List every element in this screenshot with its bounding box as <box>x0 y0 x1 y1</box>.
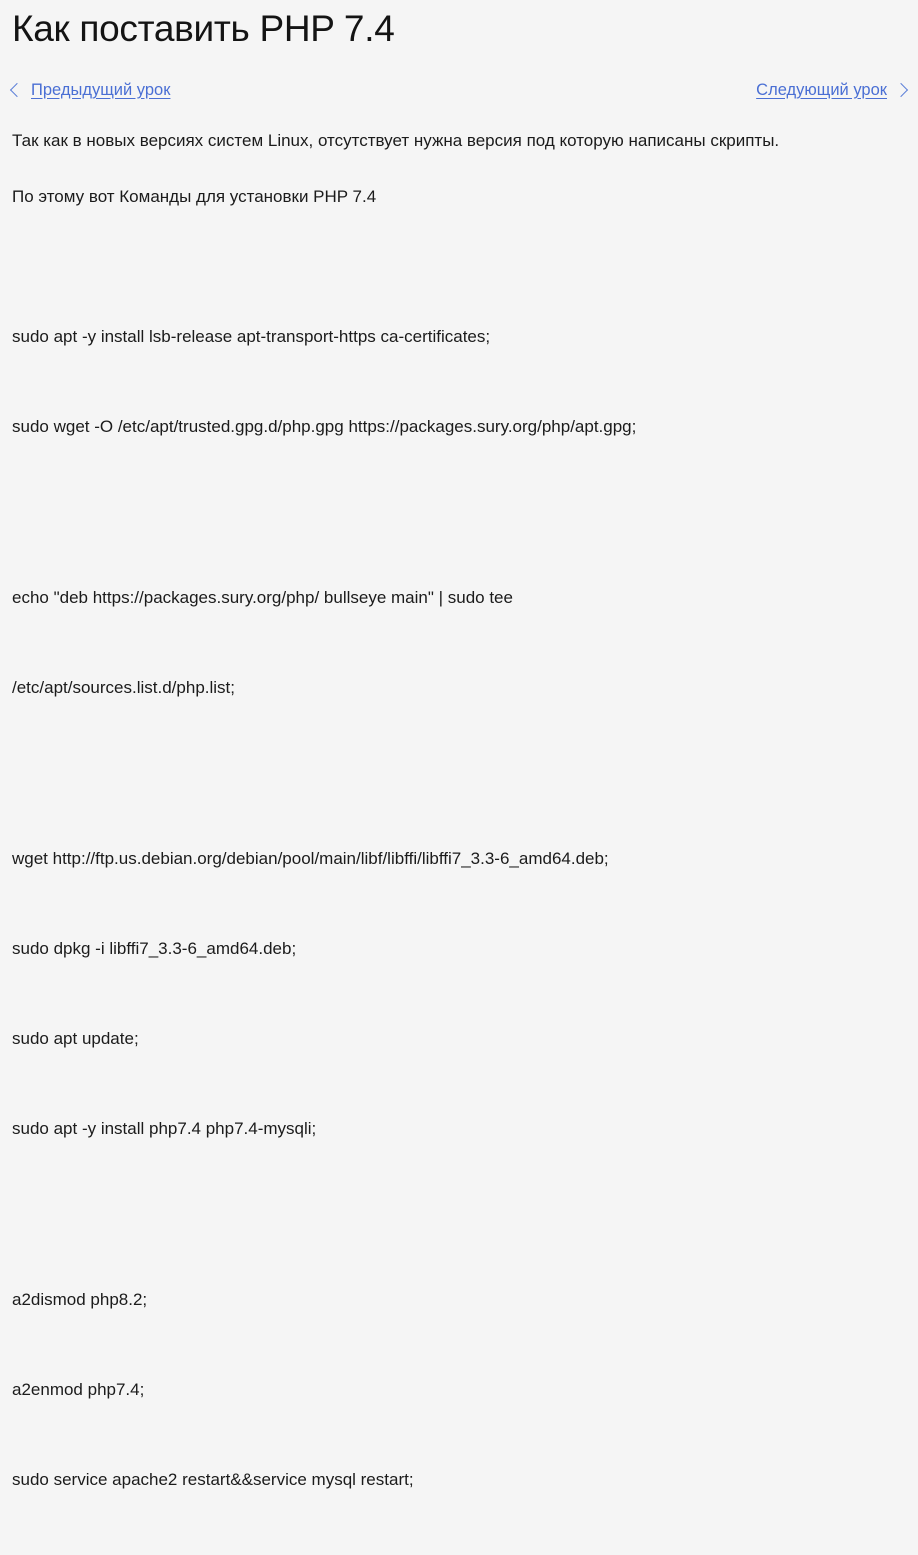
lesson-page <box>0 6 918 1490</box>
command-line: sudo apt update; <box>12 1029 139 1049</box>
command-line: a2enmod php7.4; <box>12 1380 145 1400</box>
command-line: echo "deb https://packages.sury.org/php/ bullseye main" | sudo tee <box>12 588 513 608</box>
command-line: wget http://ftp.us.debian.org/debian/pool/main/libf/libffi/libffi7_3.3-6_amd64.deb; <box>12 849 609 869</box>
command-line: a2dismod php8.2; <box>12 1290 148 1310</box>
command-line: sudo dpkg -i libffi7_3.3-6_amd64.deb; <box>12 939 297 959</box>
command-block-3 <box>12 784 906 1204</box>
lesson-content <box>12 126 906 1555</box>
next-lesson-label: Следующий урок <box>756 80 887 99</box>
command-line: sudo wget -O /etc/apt/trusted.gpg.d/php.gpg https://packages.sury.org/php/apt.gpg; <box>12 417 637 437</box>
intro-paragraph: Так как в новых версиях систем Linux, отсутствует нужна версия под которую написаны скрипты. <box>12 131 780 151</box>
next-lesson-link[interactable] <box>756 81 906 100</box>
chevron-left-icon <box>10 83 24 97</box>
command-line: sudo apt -y install php7.4 php7.4-mysqli; <box>12 1119 317 1139</box>
previous-lesson-link[interactable] <box>12 81 170 100</box>
command-line: sudo apt -y install lsb-release apt-transport-https ca-certificates; <box>12 327 491 347</box>
command-block-2 <box>12 523 906 763</box>
page-title: Как поставить PHP 7.4 <box>12 8 395 49</box>
lesson-navigation <box>12 78 906 102</box>
previous-lesson-label: Предыдущий урок <box>31 80 171 99</box>
command-block-4 <box>12 1225 906 1555</box>
command-block-1 <box>12 262 906 502</box>
chevron-right-icon <box>894 83 908 97</box>
instruction-paragraph: По этому вот Команды для установки PHP 7.4 <box>12 187 377 207</box>
command-line: /etc/apt/sources.list.d/php.list; <box>12 678 235 698</box>
command-line: sudo service apache2 restart&&service mysql restart; <box>12 1470 414 1490</box>
content-spacer <box>12 238 906 262</box>
